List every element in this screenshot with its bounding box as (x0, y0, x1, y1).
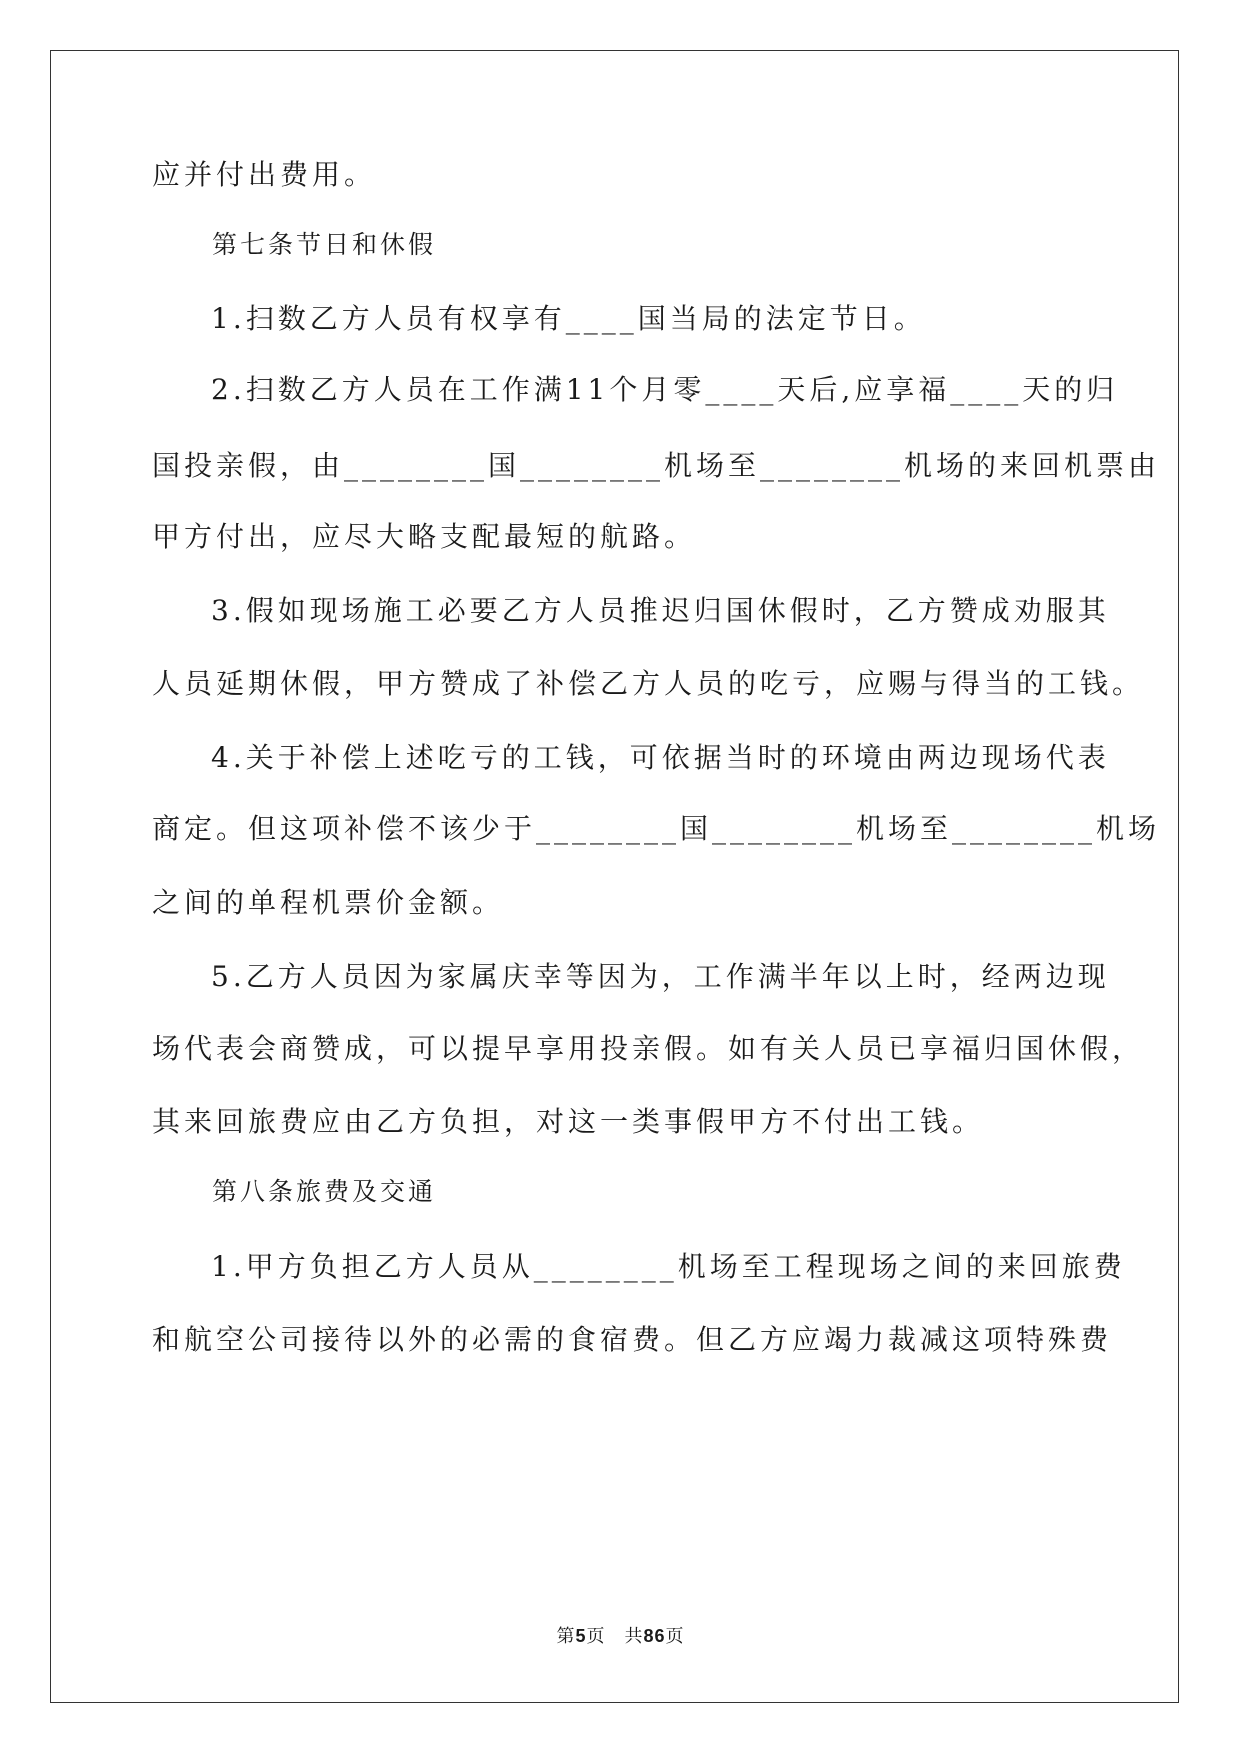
paragraph-line: 其来回旅费应由乙方负担，对这一类事假甲方不付出工钱。 (152, 1105, 985, 1138)
current-page-number: 5 (575, 1626, 587, 1646)
paragraph-line: 4.关于补偿上述吃亏的工钱，可依据当时的环境由两边现场代表 (211, 741, 1110, 774)
footer-mid: 页 共 (586, 1626, 644, 1647)
section-heading: 第七条节日和休假 (212, 230, 437, 259)
paragraph-line: 人员延期休假，甲方赞成了补偿乙方人员的吃亏，应赐与得当的工钱。 (152, 667, 1145, 700)
footer-prefix: 第 (556, 1626, 576, 1647)
section-heading: 第八条旅费及交通 (212, 1177, 437, 1206)
paragraph-line: 3.假如现场施工必要乙方人员推迟归国休假时，乙方赞成劝服其 (211, 594, 1110, 627)
paragraph-line: 2.扫数乙方人员在工作满11个月零____天后,应享福____天的归 (211, 373, 1119, 406)
page-footer (0, 1622, 1241, 1648)
paragraph-line: 应并付出费用。 (152, 158, 377, 191)
footer-suffix: 页 (665, 1626, 685, 1647)
paragraph-line: 5.乙方人员因为家属庆幸等因为，工作满半年以上时，经两边现 (211, 960, 1110, 993)
paragraph-line: 1.甲方负担乙方人员从________机场至工程现场之间的来回旅费 (211, 1250, 1126, 1283)
paragraph-line: 1.扫数乙方人员有权享有____国当局的法定节日。 (211, 302, 926, 335)
paragraph-line: 之间的单程机票价金额。 (152, 886, 505, 919)
page-border (50, 50, 1179, 1703)
total-page-count: 86 (643, 1626, 666, 1646)
paragraph-line: 场代表会商赞成，可以提早享用投亲假。如有关人员已享福归国休假， (152, 1032, 1145, 1065)
paragraph-line: 国投亲假，由________国________机场至________机场的来回机票由 (152, 449, 1161, 482)
paragraph-line: 和航空公司接待以外的必需的食宿费。但乙方应竭力裁减这项特殊费 (152, 1323, 1113, 1356)
paragraph-line: 商定。但这项补偿不该少于________国________机场至________机场 (152, 812, 1161, 845)
paragraph-line: 甲方付出，应尽大略支配最短的航路。 (152, 520, 697, 553)
